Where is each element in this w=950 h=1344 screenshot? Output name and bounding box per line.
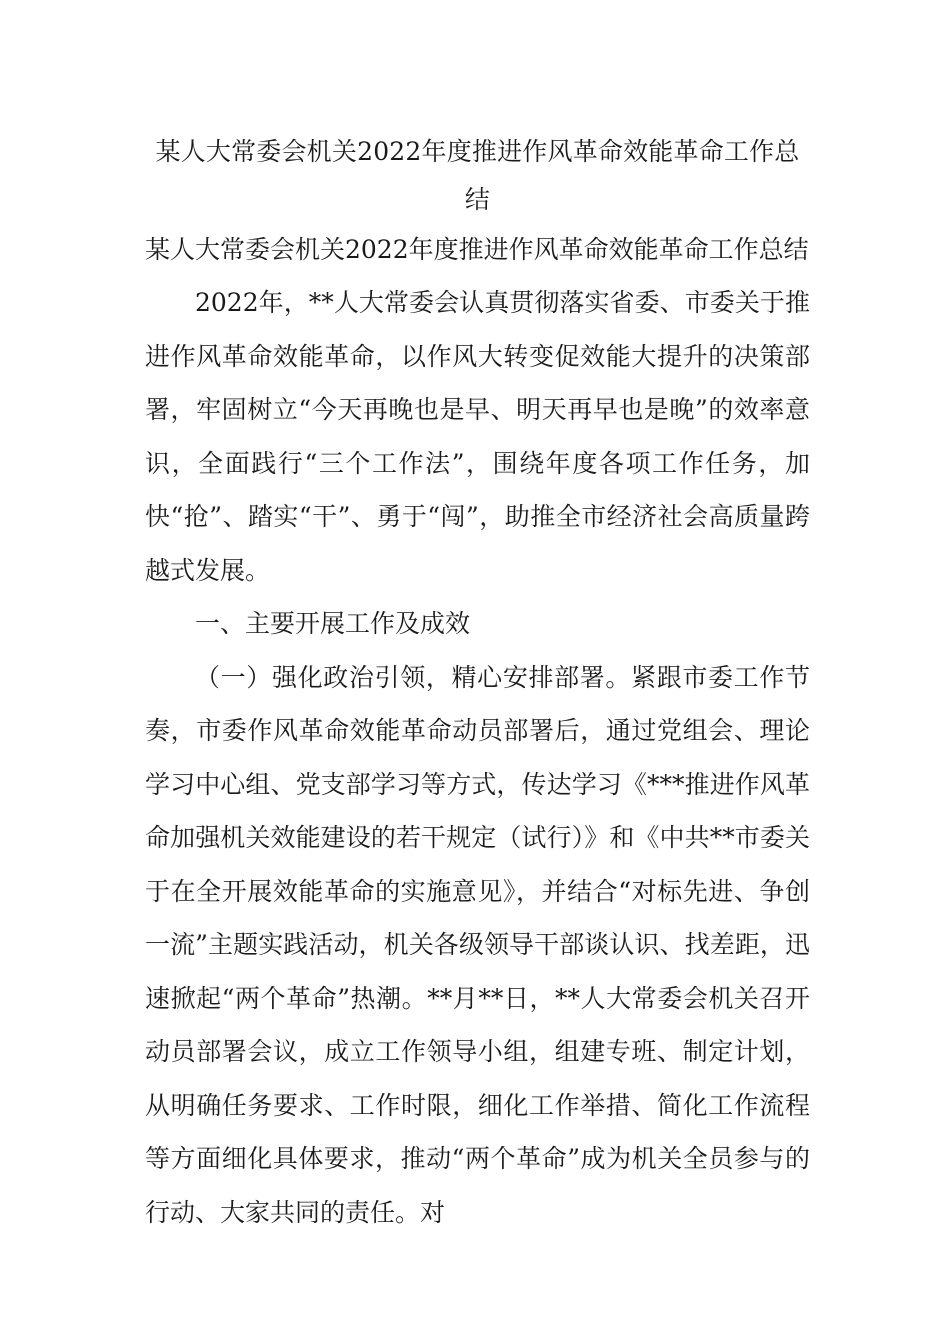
intro-paragraph: 2022年，**人大常委会认真贯彻落实省委、市委关于推进作风革命效能革命，以作风大转变促效能大提升的决策部署，牢固树立“今天再晚也是早、明天再早也是晚”的效率意识，全面践行“三个工作法”，围绕年度各项工作任务，加快“抢”、踏实“干”、勇于“闯”，助推全市经济社会高质量跨越式发展。 (145, 288, 810, 585)
section-heading: 一、主要开展工作及成效 (195, 609, 471, 638)
document-body (145, 224, 810, 1239)
document-title-repeat: 某人大常委会机关2022年度推进作风革命效能革命工作总结 (145, 235, 809, 264)
subsection-paragraph: （一）强化政治引领，精心安排部署。紧跟市委工作节奏，市委作风革命效能革命动员部署后，通过党组会、理论学习中心组、党支部学习等方式，传达学习《***推进作风革命加强机关效能建设的若干规定（试行）》和《中共**市委关于在全开展效能革命的实施意见》，并结合“对标先进、争创一流”主题实践活动，机关各级领导干部谈认识、找差距，迅速掀起“两个革命”热潮。**月**日，**人大常委会机关召开动员部署会议，成立工作领导小组，组建专班、制定计划，从明确任务要求、工作时限，细化工作举措、简化工作流程等方面细化具体要求，推动“两个革命”成为机关全员参与的行动、大家共同的责任。对 (145, 662, 810, 1227)
document-title: 某人大常委会机关2022年度推进作风革命效能革命工作总结 (155, 137, 800, 214)
